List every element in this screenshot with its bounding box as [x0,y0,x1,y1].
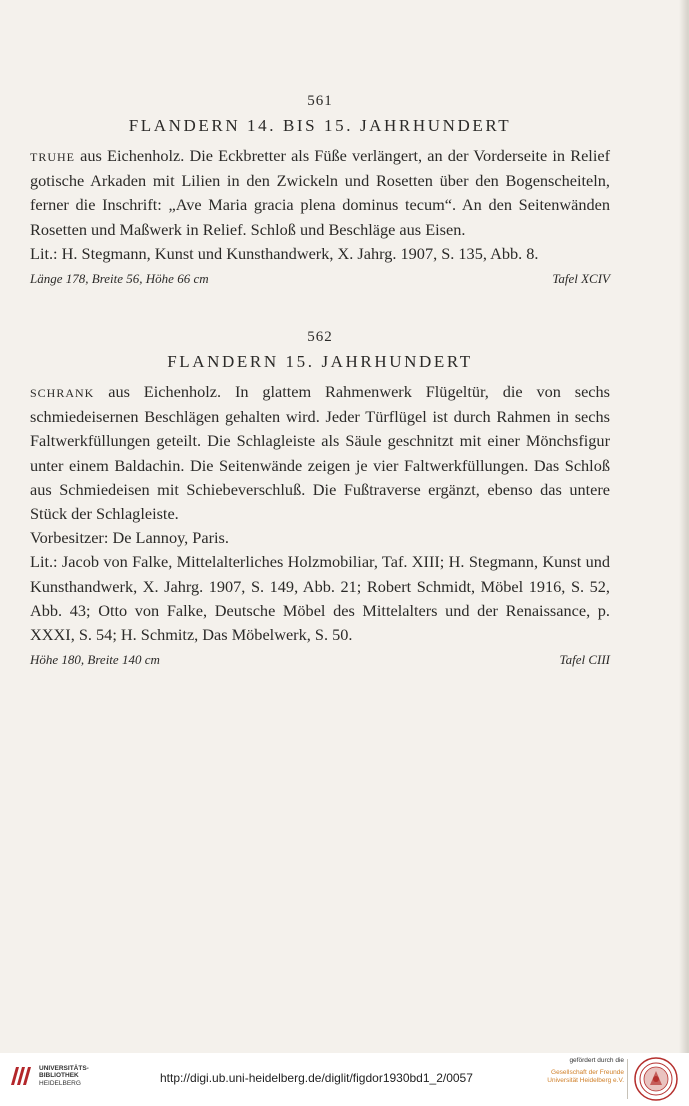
library-name [39,1065,89,1088]
library-name-line: UNIVERSITÄTS- [39,1064,89,1072]
entry-gap [30,290,610,326]
entry-description-text: aus Eichenholz. Die Eckbretter als Füße verlängert, an der Vorderseite in Relief gotische Arkaden mit Lilien in den Zwickeln und Rosetten über den Bogenscheiteln, ferner die Inschrift: „Ave Maria gracia plena dominus tecum“. An den Seitenwänden Rosetten und Maßwerk in Relief. Schloß und Beschläge aus Eisen. [30,146,610,239]
entry-plate: Tafel XCIV [552,271,610,287]
entry-dimensions: Länge 178, Breite 56, Höhe 66 cm [30,271,209,287]
sponsor-text[interactable] [532,1057,624,1085]
library-name-line: BIBLIOTHEK [39,1072,79,1080]
entry-provenance: Vorbesitzer: De Lannoy, Paris. [30,528,229,548]
source-url-link[interactable]: http://digi.ub.uni-heidelberg.de/diglit/figdor1930bd1_2/0057 [160,1071,473,1085]
footer-bar [0,1053,689,1105]
entry-title: FLANDERN 15. JAHRHUNDERT [167,352,473,372]
university-seal-icon[interactable] [634,1057,678,1101]
library-logo[interactable] [8,1063,89,1089]
page-content [30,90,610,671]
entry-plate: Tafel CIII [559,652,610,668]
entry-description [30,380,610,526]
library-crest-icon [8,1063,34,1089]
library-name-line: HEIDELBERG [39,1079,81,1087]
entry-dimensions: Höhe 180, Breite 140 cm [30,652,160,668]
sponsor-divider [627,1059,628,1099]
entry-lead-word: SCHRANK [30,386,95,401]
entry-lead-word: TRUHE [30,150,75,164]
entry-number: 561 [307,93,333,109]
entry-meta [30,268,610,290]
sponsor-org-line: Gesellschaft der Freunde [551,1069,624,1076]
entry-number: 562 [307,329,333,346]
entry-literature: Lit.: H. Stegmann, Kunst und Kunsthandwerk, X. Jahrg. 1907, S. 135, Abb. 8. [30,243,539,263]
sponsor-org-line: Universität Heidelberg e.V. [547,1077,624,1084]
page-edge-shadow [679,0,687,1053]
entry-meta [30,649,610,671]
entry-description-text: aus Eichenholz. In glattem Rahmenwerk Flügeltür, die von sechs schmiedeisernen Beschlägen gehalten wird. Jeder Türflügel ist durch Rahmen in sechs Faltwerkfüllungen geteilt. Die Schlagleiste als Säule geschnitzt mit einer Mönchsfigur unter einem Baldachin. Die Seitenwände zeigen je vier Faltwerkfüllungen. Das Schloß aus Schmiedeisen mit Schiebeverschluß. Die Fußtraverse ergänzt, ebenso das untere Stück der Schlagleiste. [30,382,610,524]
entry-literature: Lit.: Jacob von Falke, Mittelalterliches Holzmobiliar, Taf. XIII; H. Stegmann, Kunst und Kunsthandwerk, X. Jahrg. 1907, S. 149, Abb. 21; Robert Schmidt, Möbel 1916, S. 52, Abb. 43; Otto von Falke, Deutsche Möbel des Mittelalters und der Renaissance, p. XXXI, S. 54; H. Schmitz, Das Möbelwerk, S. 50. [30,552,610,645]
entry-description [30,144,610,242]
entry-title: FLANDERN 14. BIS 15. JAHRHUNDERT [128,116,512,135]
sponsor-intro: gefördert durch die [569,1057,624,1064]
